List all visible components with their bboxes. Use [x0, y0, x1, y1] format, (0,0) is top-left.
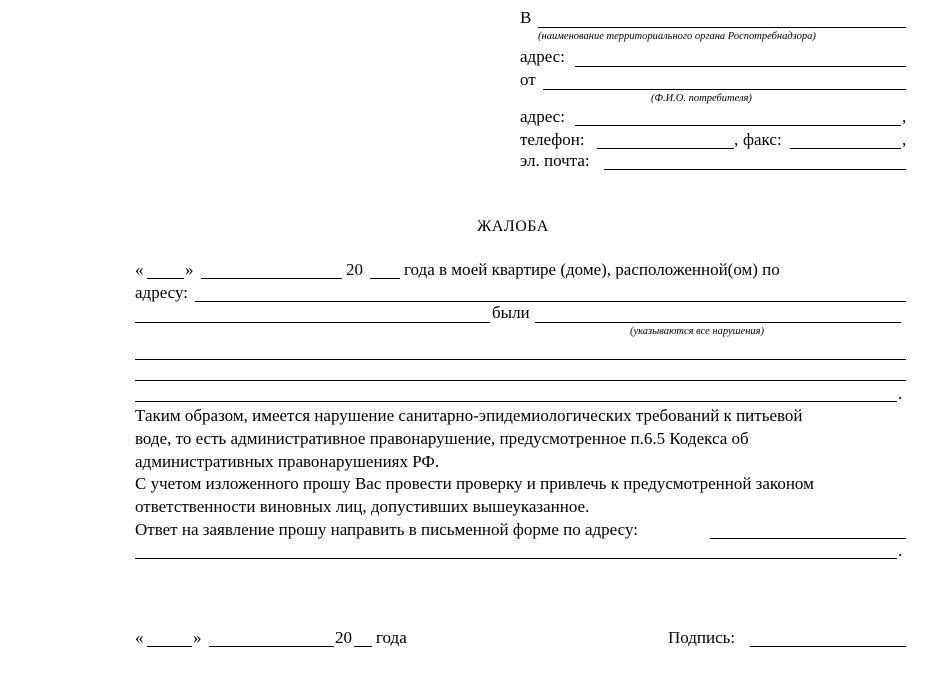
- year-prefix: 20: [346, 260, 363, 279]
- period: .: [898, 541, 903, 560]
- paragraph-1-line-3: административных правонарушениях РФ.: [135, 452, 440, 471]
- comma: ,: [902, 130, 907, 149]
- footer-month-field[interactable]: [209, 646, 334, 647]
- footer-close-quote: »: [193, 628, 202, 647]
- paragraph-2-line-1: С учетом изложенного прошу Вас провести проверку и привлечь к предусмотренной законом: [135, 474, 814, 493]
- authority-note: (наименование территориального органа Роспотребнадзора): [538, 31, 816, 42]
- footer-open-quote: «: [135, 628, 144, 647]
- consumer-address-label: адрес:: [520, 107, 565, 126]
- footer-day-field[interactable]: [147, 646, 192, 647]
- reply-address-field-2[interactable]: [135, 558, 897, 559]
- comma: ,: [902, 107, 907, 126]
- phone-label: телефон:: [520, 130, 585, 149]
- violations-note: (указываются все нарушения): [630, 326, 765, 337]
- fax-label: факс:: [743, 130, 782, 149]
- violations-field-2[interactable]: [135, 359, 906, 360]
- incident-address-field[interactable]: [195, 301, 906, 302]
- violations-field-4[interactable]: [135, 401, 897, 402]
- paragraph-1-line-1: Таким образом, имеется нарушение санитарно-эпидемиологических требований к питьевой: [135, 406, 803, 425]
- date-close-quote: »: [185, 260, 194, 279]
- consumer-name-field[interactable]: [543, 89, 906, 90]
- authority-address-field[interactable]: [575, 66, 906, 67]
- were-label: были: [492, 303, 530, 322]
- email-label: эл. почта:: [520, 151, 590, 170]
- paragraph-1-line-2: воде, то есть административное правонарушение, предусмотренное п.6.5 Кодекса об: [135, 429, 749, 448]
- paragraph-3-line-1: Ответ на заявление прошу направить в письменной форме по адресу:: [135, 520, 638, 539]
- fax-field[interactable]: [790, 148, 901, 149]
- address-label: адрес:: [520, 47, 565, 66]
- intro-text: года в моей квартире (доме), расположенной(ом) по: [404, 260, 780, 279]
- date-open-quote: «: [135, 260, 144, 279]
- signature-field[interactable]: [750, 646, 906, 647]
- address-label: адресу:: [135, 283, 188, 302]
- footer-year-field[interactable]: [354, 646, 372, 647]
- to-label: В: [520, 8, 532, 27]
- violations-field[interactable]: [535, 322, 901, 323]
- email-field[interactable]: [604, 169, 906, 170]
- reply-address-field[interactable]: [710, 538, 906, 539]
- consumer-address-field[interactable]: [575, 125, 901, 126]
- consumer-name-note: (Ф.И.О. потребителя): [651, 93, 752, 104]
- period: .: [898, 384, 903, 403]
- signature-label: Подпись:: [668, 628, 736, 647]
- document-title: ЖАЛОБА: [477, 218, 549, 235]
- incident-address-field-2[interactable]: [135, 322, 490, 323]
- month-field[interactable]: [201, 278, 342, 279]
- authority-name-field[interactable]: [538, 27, 906, 28]
- violations-field-3[interactable]: [135, 380, 906, 381]
- footer-year-suffix: года: [376, 628, 407, 647]
- footer-year-prefix: 20: [335, 628, 352, 647]
- year-field[interactable]: [370, 278, 400, 279]
- day-field[interactable]: [147, 278, 184, 279]
- comma: ,: [734, 130, 739, 149]
- paragraph-2-line-2: ответственности виновных лиц, допустивших вышеуказанное.: [135, 497, 590, 516]
- phone-field[interactable]: [597, 148, 734, 149]
- from-label: от: [520, 70, 536, 89]
